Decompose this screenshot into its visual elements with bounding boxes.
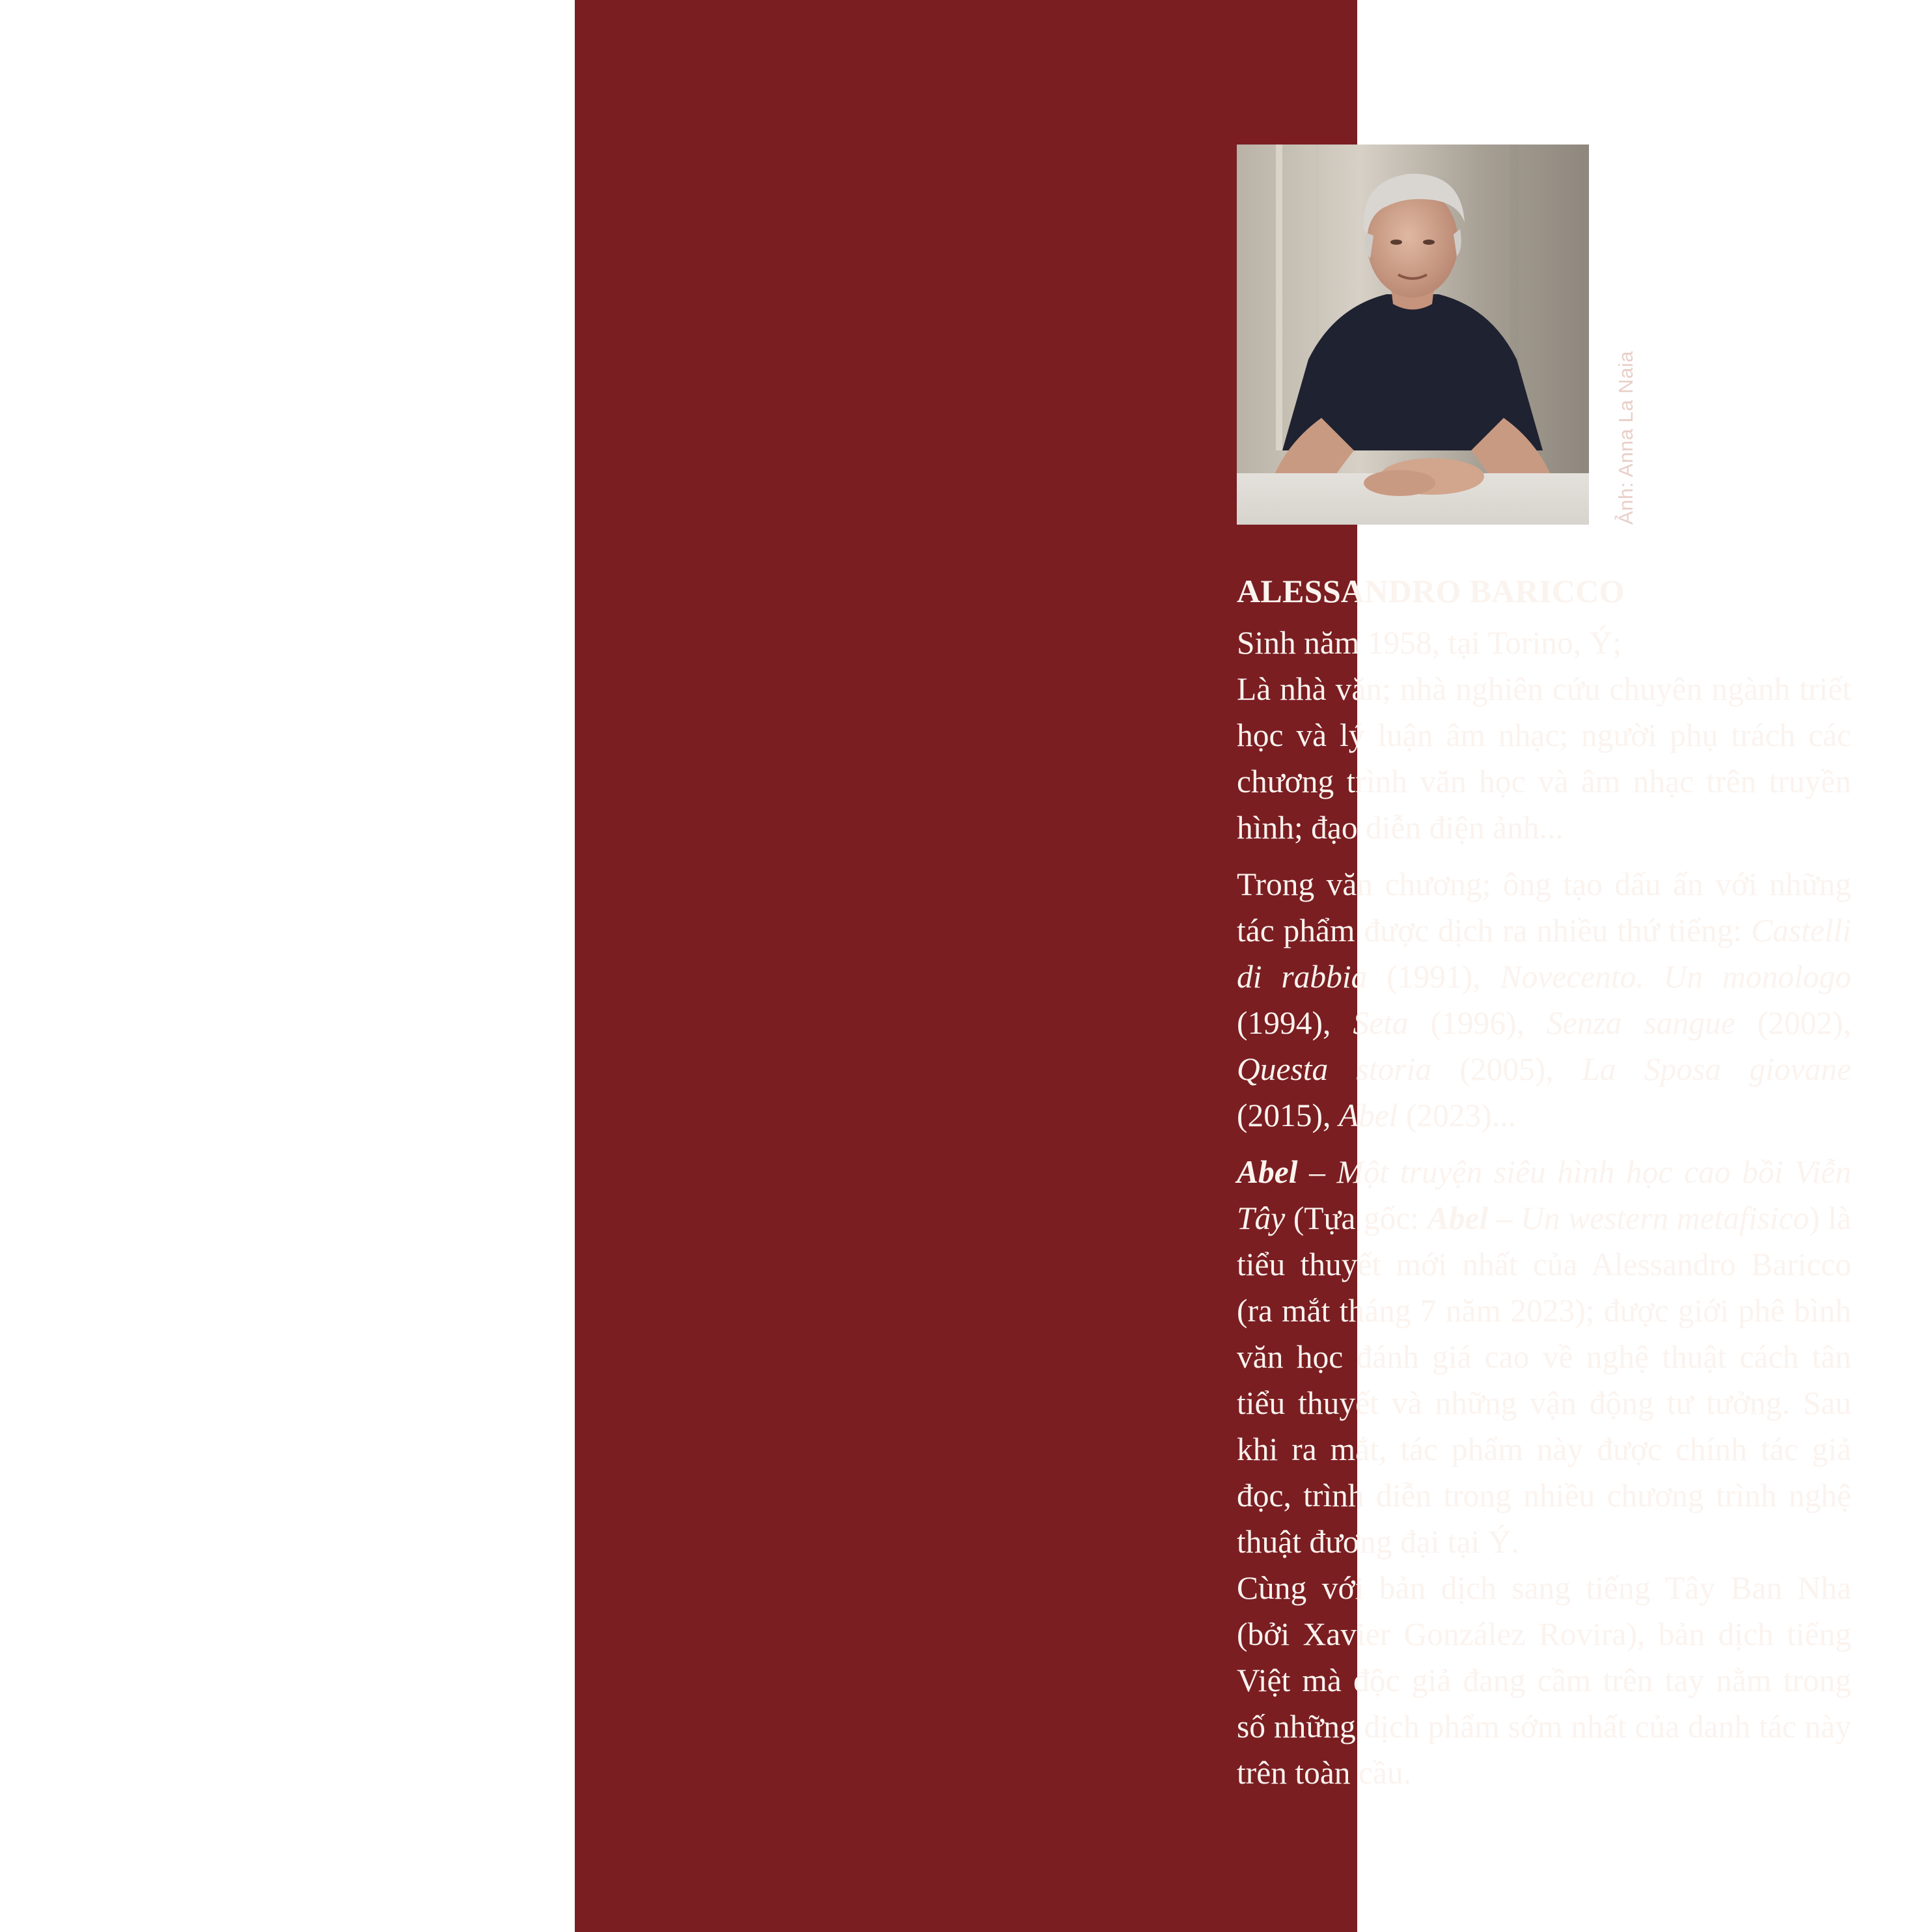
work-year: (2015), — [1237, 1097, 1339, 1133]
work-title: Senza sangue — [1546, 1005, 1735, 1041]
work-title: La Sposa giovane — [1582, 1051, 1851, 1087]
work-title: Questa storia — [1237, 1051, 1432, 1087]
bio-abel-paragraph — [1237, 1149, 1851, 1565]
abel-orig-bold: Abel — [1427, 1200, 1489, 1236]
bio-works-paragraph — [1237, 861, 1851, 1138]
author-name: ALESSANDRO BARICCO — [1237, 573, 1625, 609]
bio-born: Sinh năm 1958, tại Torino, Ý; — [1237, 625, 1622, 661]
work-title: Novecento. Un monologo — [1500, 959, 1851, 995]
work-year: (2005), — [1431, 1051, 1582, 1087]
abel-description: là tiểu thuyết mới nhất của Alessandro Baricco (ra mắt tháng 7 năm 2023); được giới phê bình văn học đánh giá cao về nghệ thuật cách tân tiểu thuyết và những vận động tư tưởng. Sau khi ra mắt, tác phẩm này được chính tác giả đọc, trình diễn trong nhiều chương trình nghệ thuật đương đại tại Ý. — [1237, 1200, 1851, 1560]
work-title: Seta — [1353, 1005, 1409, 1041]
abel-title-rest: – Một truyện siêu hình học cao bồi Viễn Tây — [1237, 1154, 1851, 1236]
work-year: (2002), — [1735, 1005, 1852, 1041]
author-photo — [1237, 145, 1589, 525]
bio-roles: Là nhà văn; nhà nghiên cứu chuyên ngành triết học và lý luận âm nhạc; người phụ trách các chương trình văn học và âm nhạc trên truyền hình; đạo diễn điện ảnh... — [1237, 671, 1851, 846]
work-year: (2023)... — [1398, 1097, 1516, 1133]
bio-translation: Cùng với bản dịch sang tiếng Tây Ban Nha (bởi Xavier González Rovira), bản dịch tiếng Việt mà độc giả đang cầm trên tay nằm trong số những dịch phẩm sớm nhất của danh tác này trên toàn cầu. — [1237, 1570, 1851, 1791]
abel-orig-close: ) — [1809, 1200, 1820, 1236]
author-bio — [1237, 565, 1851, 1796]
work-title: Castelli di rabbia — [1237, 913, 1851, 995]
abel-title-bold: Abel — [1237, 1154, 1298, 1190]
photo-credit: Ảnh: Anna La Naia — [1614, 350, 1637, 525]
abel-orig-rest: – Un western metafisico — [1488, 1200, 1810, 1236]
work-year: (1994), — [1237, 1005, 1353, 1041]
work-year: (1991), — [1367, 959, 1500, 995]
work-title: Abel — [1338, 1097, 1398, 1133]
book-flap — [575, 0, 1852, 1932]
works-intro: Trong văn chương; ông tạo dấu ấn với những tác phẩm được dịch ra nhiều thứ tiếng: — [1237, 866, 1851, 948]
abel-orig-open: (Tựa gốc: — [1285, 1200, 1428, 1236]
work-year: (1996), — [1408, 1005, 1547, 1041]
